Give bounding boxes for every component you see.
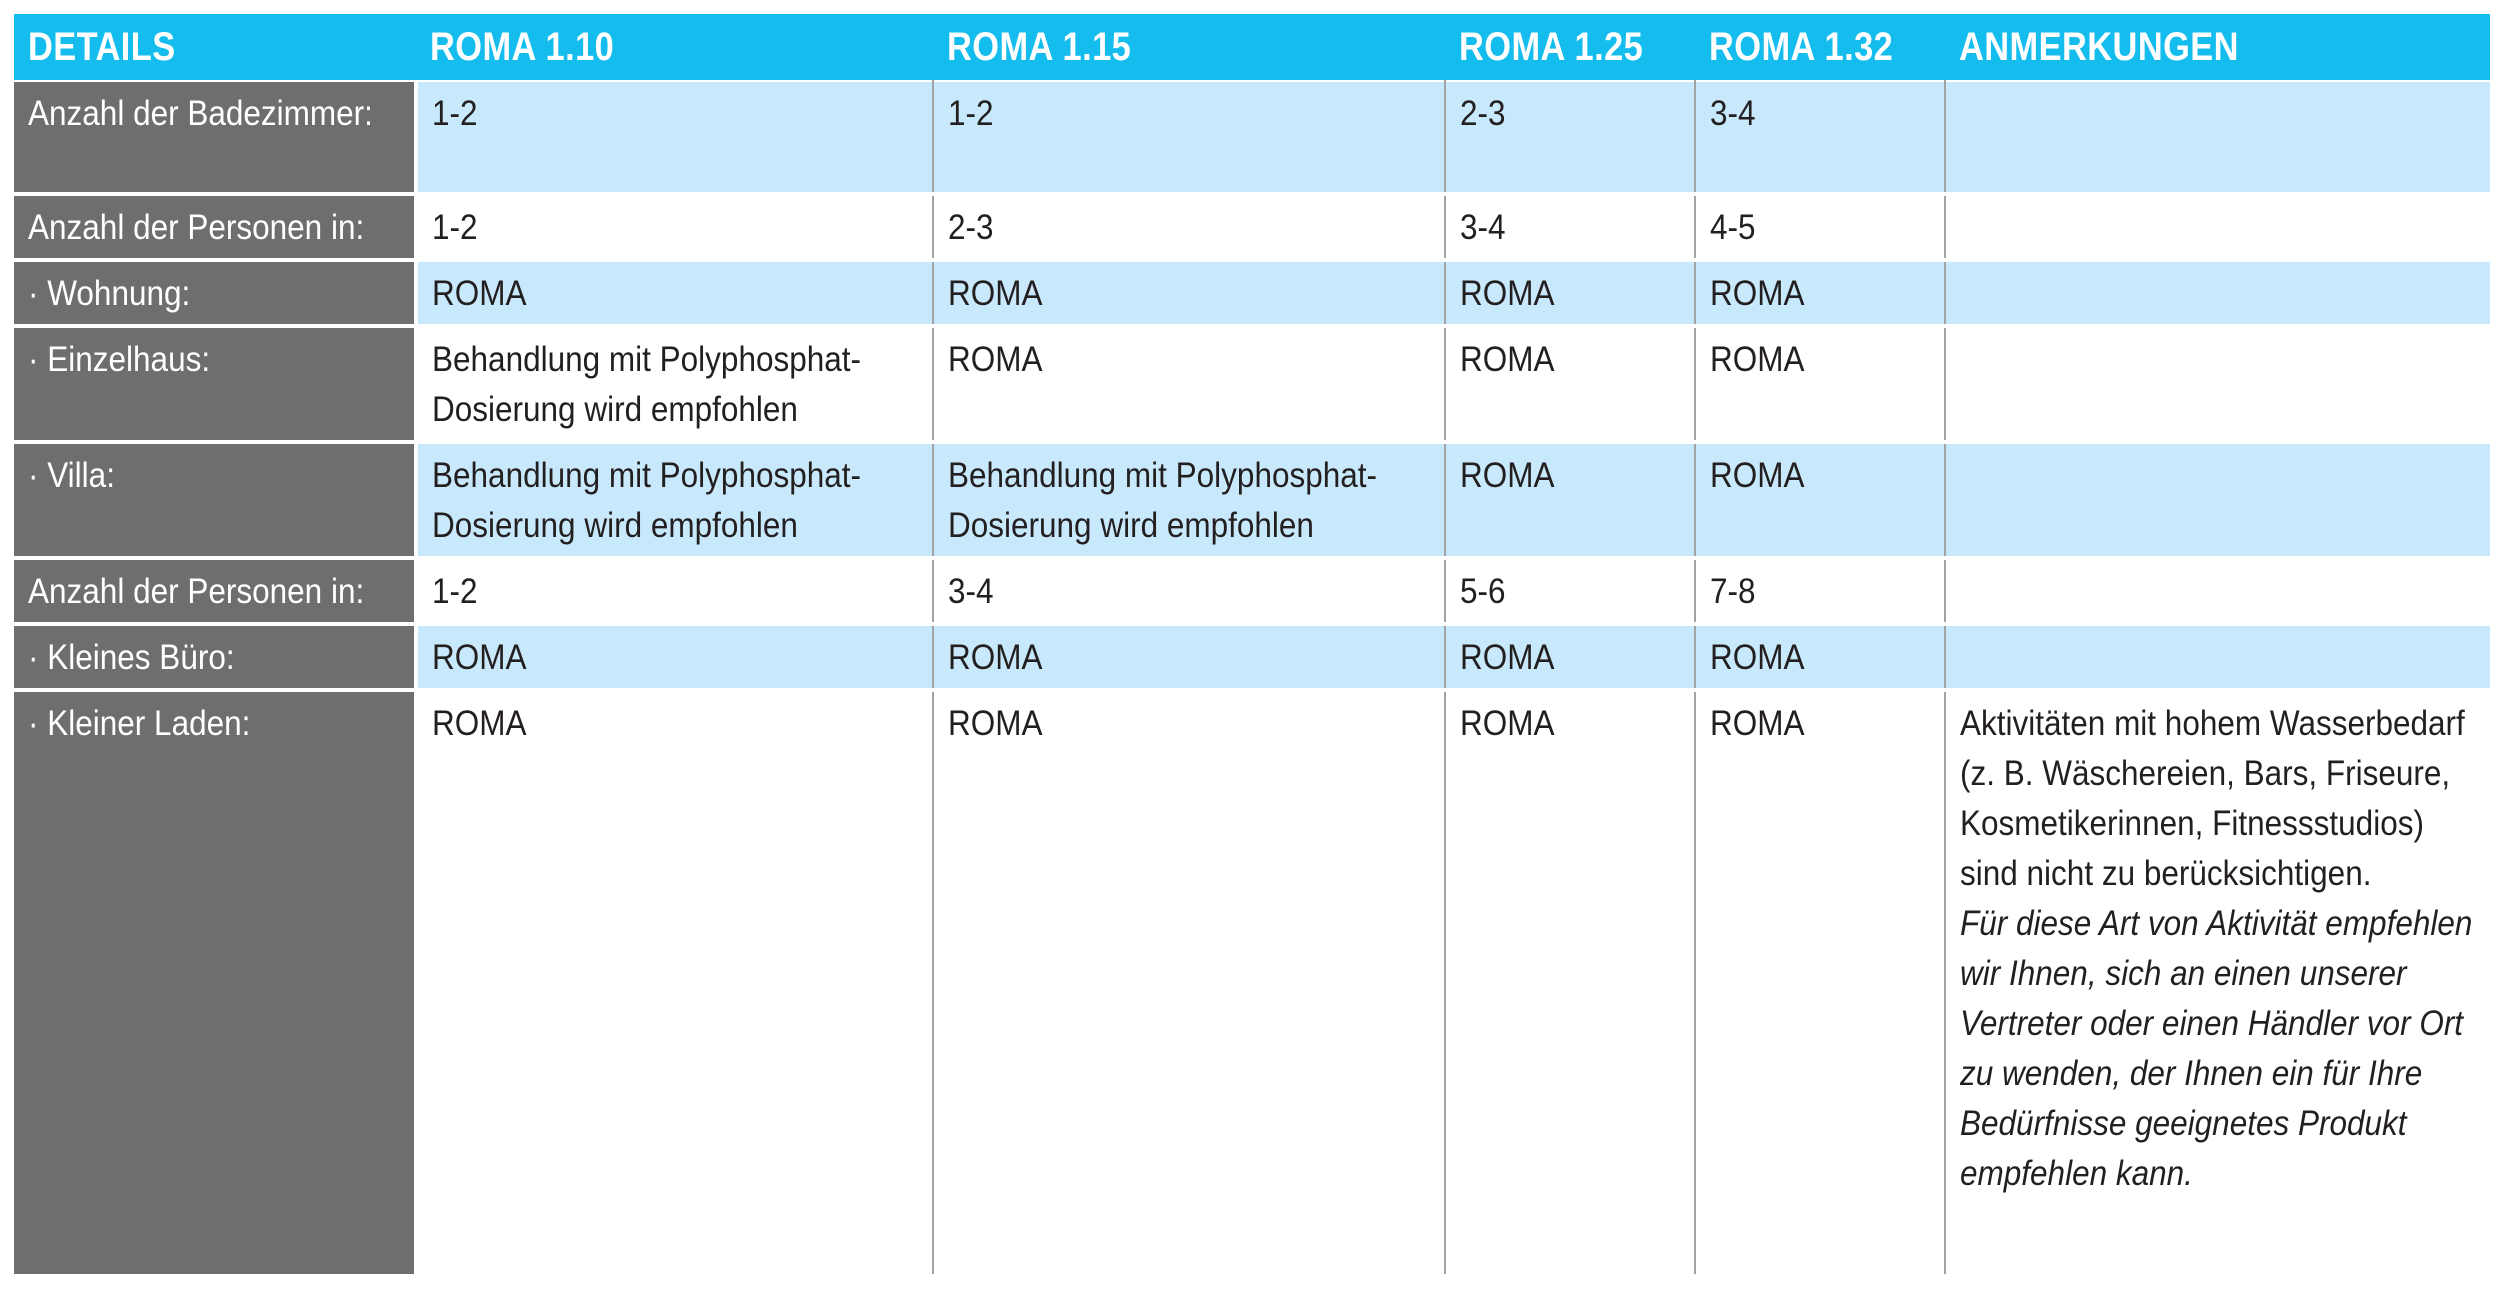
cell-roma-1-32: ROMA	[1695, 624, 1945, 690]
table-row	[14, 260, 2490, 326]
specification-table	[14, 14, 2490, 1274]
note-italic-text: Für diese Art von Aktivität empfehlen wir Ihnen, sich an einen unserer Vertreter oder einen Händler vor Ort zu wenden, der Ihnen ein für Ihre Bedürfnisse geeignetes Produkt empfehlen kann.	[1960, 904, 2473, 1193]
cell-roma-1-32: ROMA	[1695, 690, 1945, 1274]
table-row	[14, 326, 2490, 442]
cell-anmerkungen	[1945, 624, 2490, 690]
table-row	[14, 558, 2490, 624]
cell-roma-1-32: 4-5	[1695, 194, 1945, 260]
row-label: · Einzelhaus:	[14, 326, 416, 442]
cell-roma-1-15: ROMA	[933, 690, 1445, 1274]
cell-roma-1-32: ROMA	[1695, 260, 1945, 326]
cell-roma-1-15: ROMA	[933, 624, 1445, 690]
cell-roma-1-32: ROMA	[1695, 442, 1945, 558]
cell-roma-1-25: ROMA	[1445, 326, 1695, 442]
cell-roma-1-32: ROMA	[1695, 326, 1945, 442]
cell-roma-1-15: ROMA	[933, 260, 1445, 326]
cell-roma-1-32: 3-4	[1695, 81, 1945, 194]
table-row	[14, 690, 2490, 1274]
row-label: Anzahl der Personen in:	[14, 558, 416, 624]
cell-roma-1-32: 7-8	[1695, 558, 1945, 624]
cell-roma-1-15: ROMA	[933, 326, 1445, 442]
cell-roma-1-15: 3-4	[933, 558, 1445, 624]
row-label: · Villa:	[14, 442, 416, 558]
cell-roma-1-15: 2-3	[933, 194, 1445, 260]
cell-roma-1-10: Behandlung mit Polyphosphat-Dosierung wird empfohlen	[416, 442, 933, 558]
cell-roma-1-25: ROMA	[1445, 260, 1695, 326]
header-roma-1-10: ROMA 1.10	[416, 14, 933, 81]
note-text: Aktivitäten mit hohem Wasserbedarf (z. B. Wäschereien, Bars, Friseure, Kosmetikerinnen, Fitnessstudios) sind nicht zu berücksichtigen.	[1960, 704, 2465, 893]
cell-anmerkungen	[1945, 81, 2490, 194]
row-label: · Wohnung:	[14, 260, 416, 326]
cell-anmerkungen	[1945, 194, 2490, 260]
table-row	[14, 624, 2490, 690]
cell-anmerkungen	[1945, 690, 2490, 1274]
cell-roma-1-25: 2-3	[1445, 81, 1695, 194]
cell-roma-1-15: Behandlung mit Polyphosphat-Dosierung wird empfohlen	[933, 442, 1445, 558]
header-roma-1-25: ROMA 1.25	[1445, 14, 1695, 81]
cell-roma-1-25: ROMA	[1445, 624, 1695, 690]
cell-roma-1-25: ROMA	[1445, 442, 1695, 558]
header-details: DETAILS	[14, 14, 416, 81]
header-roma-1-15: ROMA 1.15	[933, 14, 1445, 81]
cell-roma-1-25: ROMA	[1445, 690, 1695, 1274]
cell-roma-1-25: 3-4	[1445, 194, 1695, 260]
header-roma-1-32: ROMA 1.32	[1695, 14, 1945, 81]
cell-roma-1-10: 1-2	[416, 558, 933, 624]
table-row	[14, 81, 2490, 194]
cell-roma-1-10: 1-2	[416, 194, 933, 260]
header-anmerkungen: ANMERKUNGEN	[1945, 14, 2490, 81]
cell-anmerkungen	[1945, 260, 2490, 326]
row-label: · Kleines Büro:	[14, 624, 416, 690]
row-label: Anzahl der Badezimmer:	[14, 81, 416, 194]
cell-roma-1-15: 1-2	[933, 81, 1445, 194]
cell-roma-1-10: Behandlung mit Polyphosphat-Dosierung wird empfohlen	[416, 326, 933, 442]
cell-roma-1-10: ROMA	[416, 690, 933, 1274]
cell-roma-1-25: 5-6	[1445, 558, 1695, 624]
row-label: · Kleiner Laden:	[14, 690, 416, 1274]
table-row	[14, 442, 2490, 558]
cell-roma-1-10: ROMA	[416, 260, 933, 326]
row-label: Anzahl der Personen in:	[14, 194, 416, 260]
cell-anmerkungen	[1945, 442, 2490, 558]
cell-anmerkungen	[1945, 326, 2490, 442]
cell-anmerkungen	[1945, 558, 2490, 624]
cell-roma-1-10: ROMA	[416, 624, 933, 690]
table-row	[14, 194, 2490, 260]
header-row	[14, 14, 2490, 81]
cell-roma-1-10: 1-2	[416, 81, 933, 194]
